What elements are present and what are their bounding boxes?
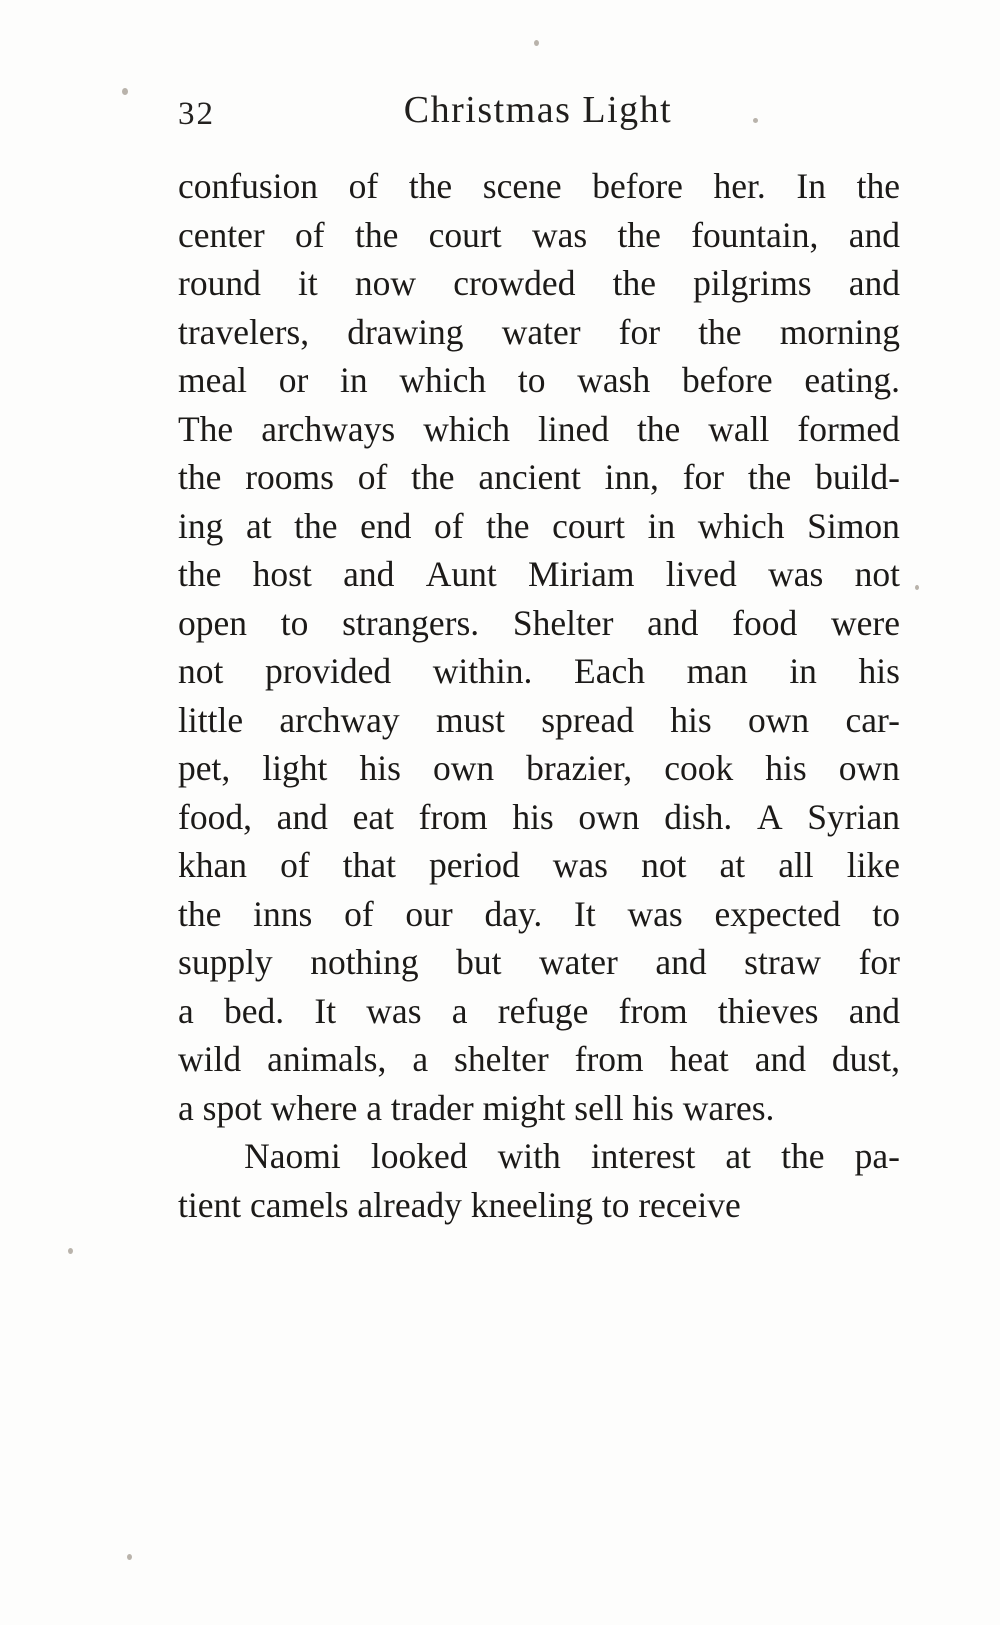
word: before xyxy=(592,166,683,206)
page-number: 32 xyxy=(178,96,215,132)
text-line xyxy=(178,744,900,793)
word: end xyxy=(360,505,412,546)
word: straw xyxy=(744,942,822,982)
word: animals, xyxy=(267,1039,387,1079)
word: shelter xyxy=(454,1039,549,1079)
word: dish. xyxy=(664,796,733,837)
word: lined xyxy=(537,408,609,449)
word: heat xyxy=(669,1039,729,1079)
word: crowded xyxy=(453,263,576,303)
word: dust, xyxy=(831,1039,900,1079)
text-line xyxy=(178,405,900,454)
word: of xyxy=(433,505,464,546)
word: was xyxy=(366,990,422,1031)
word: provided xyxy=(264,651,392,691)
text-line xyxy=(178,696,900,745)
text-line: a spot where a trader might sell his wares. xyxy=(178,1087,775,1128)
word: not xyxy=(641,845,687,885)
word: interest xyxy=(590,1136,696,1176)
word: or xyxy=(278,360,309,400)
word: the xyxy=(747,457,792,497)
word: Shelter xyxy=(512,602,614,643)
word: and xyxy=(848,263,900,303)
word: It xyxy=(574,893,596,934)
word: which xyxy=(423,408,510,449)
word: brazier, xyxy=(526,748,633,788)
word: food xyxy=(732,602,798,643)
word: and xyxy=(655,942,707,982)
word: at xyxy=(725,1136,752,1176)
text-line xyxy=(178,453,900,502)
word: fountain, xyxy=(691,214,819,255)
word: host xyxy=(252,554,312,594)
text-line xyxy=(178,841,900,890)
word: own xyxy=(748,699,810,740)
word: was xyxy=(552,845,608,885)
text-line xyxy=(178,502,900,551)
word: court xyxy=(428,214,502,255)
word: the xyxy=(411,457,455,497)
word: all xyxy=(778,845,814,885)
word: within. xyxy=(432,651,533,691)
word: at xyxy=(245,505,272,546)
word: and xyxy=(343,554,395,594)
word: the xyxy=(698,311,742,352)
text-line xyxy=(178,259,900,308)
word: from xyxy=(618,990,688,1031)
word: Simon xyxy=(807,505,900,546)
word: confusion xyxy=(178,166,319,206)
word: own xyxy=(432,748,495,788)
word: now xyxy=(354,263,417,303)
word: from xyxy=(574,1039,644,1079)
word: scene xyxy=(482,166,562,206)
word: build- xyxy=(815,457,900,497)
word: with xyxy=(497,1136,561,1176)
word: of xyxy=(295,214,325,255)
paper-speck xyxy=(534,40,539,46)
word: and xyxy=(754,1039,806,1079)
word: for xyxy=(858,942,900,982)
word: that xyxy=(342,845,396,885)
word: not xyxy=(178,651,224,691)
word: the xyxy=(178,554,222,594)
word: court xyxy=(552,505,626,546)
word: Aunt xyxy=(425,554,497,594)
text-line xyxy=(178,1132,900,1181)
text-line xyxy=(178,647,900,696)
word: at xyxy=(719,845,746,885)
word: of xyxy=(344,893,374,934)
word: man xyxy=(686,651,748,691)
word: like xyxy=(846,845,900,885)
word: food, xyxy=(178,796,252,837)
word: in xyxy=(340,360,368,400)
text-line xyxy=(178,162,900,211)
word: ing xyxy=(178,505,224,546)
running-title: Christmas Light xyxy=(403,89,673,131)
text-line xyxy=(178,550,900,599)
word: archway xyxy=(279,699,400,740)
word: the xyxy=(178,457,222,497)
word: rooms xyxy=(245,457,334,497)
word: water xyxy=(539,942,618,982)
word: the xyxy=(294,505,338,546)
word: eating. xyxy=(804,360,900,400)
word: the xyxy=(178,893,222,934)
word: it xyxy=(298,263,318,303)
word: the xyxy=(617,214,661,255)
word: lived xyxy=(665,554,737,594)
word: inns xyxy=(253,893,313,934)
word: the xyxy=(486,505,530,546)
word: supply xyxy=(178,942,273,982)
word: round xyxy=(178,263,261,303)
word: a xyxy=(451,990,468,1031)
text-line xyxy=(178,1035,900,1084)
word: his xyxy=(670,699,712,740)
word: refuge xyxy=(497,990,589,1031)
word: of xyxy=(280,845,310,885)
word: and xyxy=(848,990,900,1031)
word: Each xyxy=(574,651,645,691)
page-body-text xyxy=(178,162,900,1229)
paper-speck xyxy=(68,1248,73,1254)
word: the xyxy=(612,263,656,303)
word: must xyxy=(435,699,505,740)
word: inn, xyxy=(604,457,659,497)
word: to xyxy=(872,893,900,934)
word: the xyxy=(354,214,399,255)
word: from xyxy=(418,796,488,837)
text-line xyxy=(178,938,900,987)
word: pilgrims xyxy=(693,263,812,303)
text-line xyxy=(178,308,900,357)
word: expected xyxy=(714,893,841,934)
word: khan xyxy=(178,845,248,885)
word: wall xyxy=(708,408,770,449)
word: bed. xyxy=(224,990,285,1031)
word: the xyxy=(408,166,453,206)
word: the xyxy=(636,408,681,449)
text-line xyxy=(178,793,900,842)
word: for xyxy=(682,457,725,497)
word: of xyxy=(357,457,388,497)
word: our xyxy=(405,893,453,934)
word: period xyxy=(429,845,520,885)
word: ancient xyxy=(478,457,581,497)
word: but xyxy=(456,942,502,982)
word: of xyxy=(348,166,379,206)
word: pa- xyxy=(854,1136,900,1176)
word: and xyxy=(276,796,328,837)
word: a xyxy=(178,990,194,1031)
word: were xyxy=(830,602,900,643)
word: water xyxy=(501,311,581,352)
word: open xyxy=(178,602,248,643)
word: was xyxy=(627,893,683,934)
paper-speck xyxy=(122,88,128,95)
word: and xyxy=(647,602,699,643)
word: day. xyxy=(484,893,543,934)
word: meal xyxy=(178,360,247,400)
word: her. xyxy=(713,166,766,206)
word: little xyxy=(178,699,244,740)
word: was xyxy=(531,214,588,255)
word: Naomi xyxy=(244,1136,341,1176)
word: Syrian xyxy=(807,796,900,837)
word: car- xyxy=(845,699,900,740)
word: own xyxy=(578,796,640,837)
text-line xyxy=(178,890,900,939)
word: formed xyxy=(797,408,900,449)
word: cook xyxy=(664,748,734,788)
word: not xyxy=(854,554,900,594)
word: and xyxy=(848,214,900,255)
word: the xyxy=(856,166,900,206)
text-line xyxy=(178,356,900,405)
word: strangers. xyxy=(342,602,480,643)
word: eat xyxy=(352,796,394,837)
word: thieves xyxy=(717,990,819,1031)
text-line xyxy=(178,599,900,648)
word: archways xyxy=(261,408,396,449)
word: in xyxy=(789,651,817,691)
word: center xyxy=(178,214,265,255)
word: his xyxy=(512,796,554,837)
word: which xyxy=(697,505,785,546)
paper-speck xyxy=(127,1554,132,1560)
word: before xyxy=(681,360,773,400)
word: his xyxy=(858,651,900,691)
word: looked xyxy=(370,1136,468,1176)
paper-speck xyxy=(915,585,919,590)
word: his xyxy=(765,748,807,788)
word: to xyxy=(280,602,309,643)
word: Miriam xyxy=(528,554,635,594)
paragraph-indent xyxy=(178,1132,214,1181)
word: In xyxy=(796,166,826,206)
word: It xyxy=(314,990,337,1031)
word: morning xyxy=(779,311,900,352)
word: to xyxy=(517,360,546,400)
text-line: tient camels already kneeling to receive xyxy=(178,1184,741,1225)
word: was xyxy=(768,554,824,594)
word: spread xyxy=(541,699,634,740)
text-line xyxy=(178,211,900,260)
word: in xyxy=(647,505,676,546)
text-line xyxy=(178,987,900,1036)
word: pet, xyxy=(178,748,231,788)
word: wash xyxy=(577,360,651,400)
word: for xyxy=(618,311,661,352)
word: drawing xyxy=(347,311,464,352)
word: travelers, xyxy=(178,311,310,352)
word: The xyxy=(178,408,234,449)
word: nothing xyxy=(310,942,419,982)
word: his xyxy=(359,748,401,788)
word: which xyxy=(399,360,487,400)
word: light xyxy=(262,748,328,788)
word: wild xyxy=(178,1039,242,1079)
word: a xyxy=(412,1039,429,1079)
word: the xyxy=(781,1136,825,1176)
word: A xyxy=(756,796,783,837)
word: own xyxy=(838,748,900,788)
page-header xyxy=(178,88,898,144)
